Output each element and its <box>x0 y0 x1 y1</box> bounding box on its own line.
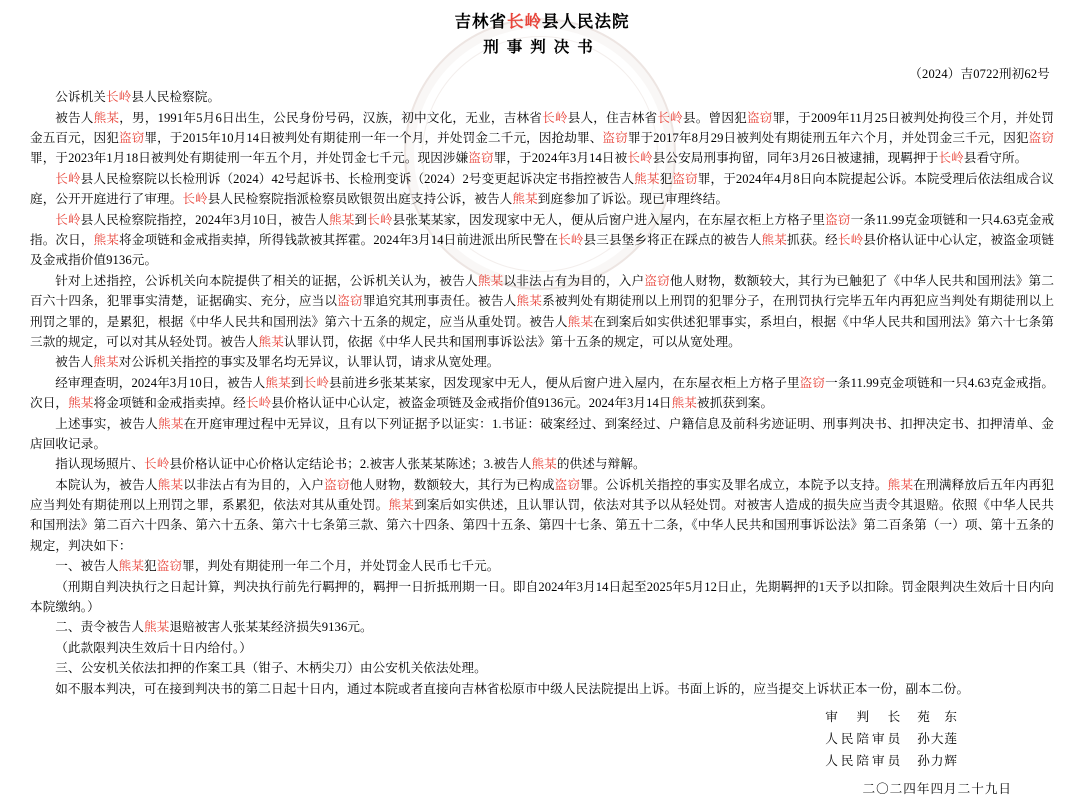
highlighted-term: 盗窃 <box>672 171 698 186</box>
paragraph: 长岭县人民检察院以长检刑诉（2024）42号起诉书、长检刑变诉（2024）2号变更起诉决定书指控被告人熊某犯盗窃罪，于2024年4月8日向本院提起公诉。本院受理后依法组成合议庭，公开开庭进行了审理。长岭县人民检察院指派检察员欧银贺出庭支持公诉，被告人熊某到庭参加了诉讼。现已审理终结。 <box>30 171 1055 207</box>
signature-name: 孙大莲 <box>917 732 958 747</box>
signature-role: 人民陪审员 <box>825 732 904 747</box>
paragraph: 针对上述指控，公诉机关向本院提供了相关的证据，公诉机关认为，被告人熊某以非法占有为目的，入户盗窃他人财物，数额较大，其行为已触犯了《中华人民共和国刑法》第二百六十四条，犯罪事实清楚，证据确实、充分，应当以盗窃罪追究其刑事责任。被告人熊某系被判处有期徒刑以上刑罚的犯罪分子，在刑罚执行完毕五年内再犯应当判处有期徒刑以上刑罚之罪的，是累犯，根据《中华人民共和国刑法》第六十五条的规定，应当从重处罚。被告人熊某在到案后如实供述犯罪事实，系坦白，根据《中华人民共和国刑法》第六十七条第三款的规定，可以对其从轻处罚。被告人熊某认罪认罚，依据《中华人民共和国刑事诉讼法》第十五条的规定，可以从宽处理。 <box>30 273 1055 349</box>
paragraph: （刑期自判决执行之日起计算，判决执行前先行羁押的，羁押一日折抵刑期一日。即自2024年3月14日起至2025年5月12日止，先期羁押的1天予以扣除。罚金限判决生效后十日内向本院缴纳。） <box>30 579 1054 615</box>
paragraph: 经审理查明，2024年3月10日，被告人熊某到长岭县前进乡张某某家，因发现家中无人，便从后窗户进入屋内，在东屋衣柜上方格子里盗窃一条11.99克金项链和一只4.63克金戒指。次日，熊某将金项链和金戒指卖掉。经长岭县价格认证中心认定，被盗金项链及金戒指价值9136元。2024年3月14日熊某被抓获到案。 <box>30 375 1055 411</box>
highlighted-term: 长岭 <box>182 192 208 207</box>
highlighted-term: 盗窃 <box>337 294 363 309</box>
paragraph: 公诉机关长岭县人民检察院。 <box>55 90 221 105</box>
highlighted-term: 长岭 <box>55 212 81 227</box>
highlighted-term: 盗窃 <box>799 375 826 390</box>
paragraph: （此款限判决生效后十日内给付。） <box>55 640 252 655</box>
highlighted-term: 盗窃 <box>602 131 628 146</box>
highlighted-term: 熊某 <box>516 294 543 309</box>
paragraph: 本院认为，被告人熊某以非法占有为目的，入户盗窃他人财物，数额较大，其行为已构成盗窃罪。公诉机关指控的事实及罪名成立，本院予以支持。熊某在刑满释放后五年内再犯应当判处有期徒刑以上刑罚之罪，系累犯，依法对其从重处罚。熊某到案后如实供述，且认罪认罚，依法对其予以从轻处罚。对被害人造成的损失应当责令其退赔。依照《中华人民共和国刑法》第二百六十四条、第六十五条、第六十七条第三款、第六十四条、第四十五条、第四十七条、第五十二条，《中华人民共和国刑事诉讼法》第二百条第（一）项、第十五条的规定，判决如下： <box>30 477 1055 553</box>
highlighted-term: 长岭 <box>542 110 568 125</box>
highlighted-term: 长岭 <box>558 233 584 247</box>
signature-name: 苑 东 <box>917 709 958 724</box>
highlighted-term: 长岭 <box>837 233 864 247</box>
highlighted-term: 长岭 <box>55 171 81 186</box>
signature-role: 审 判 长 <box>825 709 904 724</box>
court-name-prefix: 吉林省 <box>454 12 507 31</box>
signature-row <box>30 750 958 772</box>
highlighted-term: 熊某 <box>93 355 119 370</box>
highlighted-term: 熊某 <box>634 171 660 186</box>
highlighted-term: 熊某 <box>265 375 291 390</box>
highlighted-term: 盗窃 <box>554 477 581 492</box>
highlighted-term: 熊某 <box>258 334 284 349</box>
highlighted-term: 熊某 <box>761 233 787 247</box>
highlighted-term: 长岭 <box>105 90 132 105</box>
paragraph: 被告人熊某，男，1991年5月6日出生，公民身份号码，汉族，初中文化，无业，吉林省长岭县人，住吉林省长岭县。曾因犯盗窃罪，于2009年11月25日被判处拘役三个月，并处罚金五百元，因犯盗窃罪，于2015年10月14日被判处有期徒刑一年一个月，并处罚金二千元，因抢劫罪、盗窃罪于2017年8月29日被判处有期徒刑五年六个月，并处罚金三千元，因犯盗窃罪，于2023年1月18日被判处有期徒刑一年五个月，并处罚金七千元。现因涉嫌盗窃罪，于2024年3月14日被长岭县公安局刑事拘留，同年3月26日被逮捕，现羁押于长岭县看守所。 <box>30 110 1055 166</box>
court-name-suffix: 县人民法院 <box>542 12 630 31</box>
highlighted-term: 熊某 <box>93 110 120 125</box>
highlighted-term: 长岭 <box>245 396 272 411</box>
signature-row <box>30 728 958 750</box>
highlighted-term: 长岭 <box>144 457 170 472</box>
court-name-location: 长岭 <box>507 12 542 31</box>
highlighted-term: 熊某 <box>68 396 94 411</box>
highlighted-term: 熊某 <box>671 396 697 411</box>
highlighted-term: 长岭 <box>938 151 964 166</box>
highlighted-term: 熊某 <box>887 477 914 492</box>
document-title-block <box>30 10 1054 61</box>
highlighted-term: 盗窃 <box>746 110 773 125</box>
highlighted-term: 盗窃 <box>644 273 670 288</box>
judgment-date: 二〇二四年四月二十九日 <box>862 782 1012 797</box>
paragraph: 上述事实，被告人熊某在开庭审理过程中无异议，且有以下列证据予以证实：1.书证：破案经过、到案经过、户籍信息及前科劣迹证明、刑事判决书、扣押决定书、扣押清单、金店回收记录。 <box>30 416 1054 451</box>
paragraph: 一、被告人熊某犯盗窃罪，判处有期徒刑一年二个月，并处罚金人民币七千元。 <box>55 559 500 574</box>
signature-row <box>30 706 958 728</box>
highlighted-term: 长岭 <box>367 212 393 227</box>
signature-role: 人民陪审员 <box>825 754 904 769</box>
highlighted-term: 熊某 <box>477 273 504 288</box>
signature-block <box>30 706 1054 772</box>
highlighted-term: 盗窃 <box>825 212 851 227</box>
highlighted-term: 盗窃 <box>156 559 183 574</box>
document-type-title: 刑事判决书 <box>483 38 601 56</box>
highlighted-term: 熊某 <box>157 416 184 431</box>
highlighted-term: 长岭 <box>627 151 653 166</box>
document-body <box>30 87 1054 699</box>
paragraph: 指认现场照片、长岭县价格认证中心价格认定结论书；2.被害人张某某陈述；3.被告人熊某的供述与辩解。 <box>55 457 646 472</box>
paragraph: 三、公安机关依法扣押的作案工具（钳子、木柄尖刀）由公安机关依法处理。 <box>55 661 487 676</box>
case-number: （2024）吉0722刑初62号 <box>909 67 1050 82</box>
highlighted-term: 熊某 <box>93 233 120 247</box>
highlighted-term: 熊某 <box>118 559 145 574</box>
highlighted-term: 熊某 <box>512 192 538 207</box>
highlighted-term: 长岭 <box>303 375 330 390</box>
highlighted-term: 长岭 <box>657 110 683 125</box>
highlighted-term: 熊某 <box>388 498 415 513</box>
highlighted-term: 熊某 <box>329 212 355 227</box>
highlighted-term: 熊某 <box>157 477 184 492</box>
highlighted-term: 盗窃 <box>468 151 494 166</box>
signature-name: 孙力辉 <box>917 754 958 769</box>
paragraph: 被告人熊某对公诉机关指控的事实及罪名均无异议，认罪认罚，请求从宽处理。 <box>55 355 500 370</box>
highlighted-term: 熊某 <box>144 620 170 635</box>
highlighted-term: 熊某 <box>531 457 557 472</box>
highlighted-term: 熊某 <box>567 314 594 329</box>
paragraph: 如不服本判决，可在接到判决书的第二日起十日内，通过本院或者直接向吉林省松原市中级人民法院提出上诉。书面上诉的，应当提交上诉状正本一份，副本二份。 <box>55 681 970 696</box>
paragraph: 长岭县人民检察院指控，2024年3月10日，被告人熊某到长岭县张某某家，因发现家中无人，便从后窗户进入屋内，在东屋衣柜上方格子里盗窃一条11.99克金项链和一只4.63克金戒指。次日，熊某将金项链和金戒指卖掉，所得钱款被其挥霍。2024年3月14日前进派出所民警在长岭县三县堡乡将正在踩点的被告人熊某抓获。经长岭县价格认证中心认定，被盗金项链及金戒指价值9136元。 <box>30 212 1055 268</box>
court-name <box>30 10 1054 34</box>
paragraph: 二、责令被告人熊某退赔被害人张某某经济损失9136元。 <box>55 620 373 635</box>
highlighted-term: 盗窃 <box>324 477 350 492</box>
highlighted-term: 盗窃 <box>1028 131 1055 146</box>
highlighted-term: 盗窃 <box>118 131 145 146</box>
